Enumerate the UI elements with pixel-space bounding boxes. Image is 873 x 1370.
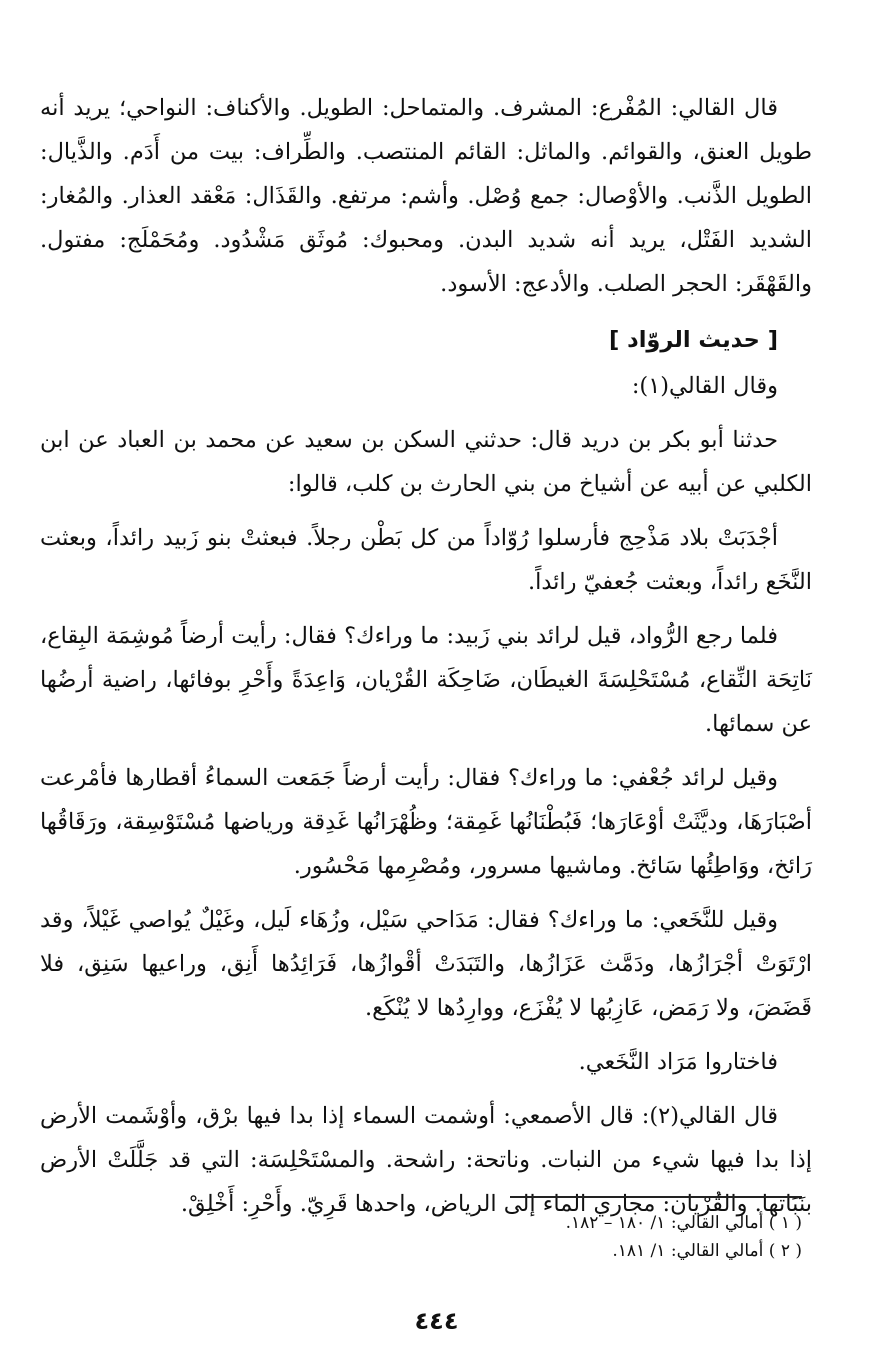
section-heading: [ حديث الروّاد ] xyxy=(609,327,778,353)
zubayd-scout-paragraph: فلما رجع الرُّواد، قيل لرائد بني زَبيد: ما وراءك؟ فقال: رأيت أرضاً مُوشِمَة البِقاع، نَاتِحَة النِّقاع، مُسْتَحْلِسَةَ الغيطَان، ضَاحِكَة القُرْيان، وَاعِدَةً وأَحْرِ بوفائها، راضية أرضُها عن سمائها. xyxy=(40,623,812,737)
page-number: ٤٤٤ xyxy=(414,1307,459,1335)
gloss-paragraph-2: قال القالي(٢): قال الأصمعي: أوشمت السماء إذا بدا فيها برْق، وأوْشَمت الأرض إذا بدا فيها شيء من النبات. وناتحة: راشحة. والمسْتَحْلِسَة: التي قد جَلَّلَتْ الأرض بنَبَاتها. والقُرْيان: مجاري الماء إلى الرياض، واحدها قَرِيّ. وأَحْرِ: أَخْلِقْ. xyxy=(40,1103,812,1217)
footnote-2: ( ٢ ) أمالي القالي: ١/ ١٨١. xyxy=(612,1241,802,1261)
drought-paragraph: أجْدَبَتْ بلاد مَذْحِج فأرسلوا رُوّاداً من كل بَطْن رجلاً. فبعثتْ بنو زَبيد رائداً، وبعثت النَّخَع رائداً، وبعثت جُعفيّ رائداً. xyxy=(40,525,812,595)
choice-paragraph: فاختاروا مَرَاد النَّخَعي. xyxy=(578,1049,778,1075)
isnad-paragraph: حدثنا أبو بكر بن دريد قال: حدثني السكن بن سعيد عن محمد بن العباد عن ابن الكلبي عن أبيه عن أشياخ من بني الحارث بن كلب، قالوا: xyxy=(40,427,812,497)
footnote-separator xyxy=(510,1196,802,1198)
gloss-paragraph-1: قال القالي: المُفْرع: المشرف. والمتماحل: الطويل. والأكناف: النواحي؛ يريد أنه طويل العنق، والقوائم. والماثل: القائم المنتصب. والطِّراف: بيت من أَدَم. والذَّيال: الطويل الذَّنب. والأوْصال: جمع وُصْل. وأشم: مرتفع. والقَذَال: مَعْقد العذار. والمُغار: الشديد الفَتْل، يريد أنه شديد البدن. ومحبوك: مُوثَق مَشْدُود. ومُحَمْلَج: مفتول. والقَهْقَر: الحجر الصلب. والأدعج: الأسود. xyxy=(40,95,812,297)
intro-line: وقال القالي(١): xyxy=(631,373,778,399)
footnotes xyxy=(302,1209,802,1265)
jufi-scout-paragraph: وقيل لرائد جُعْفي: ما وراءك؟ فقال: رأيت أرضاً جَمَعت السماءُ أقطارها فأمْرعت أصْبَارَهَا، وديَّثَتْ أوْعَارَها؛ فَبُطْنَانُها غَمِقة؛ وظُهْرَانُها غَدِقة ورياضها مُسْتَوْسِقة، ورَقَاقُها رَائخ، ووَاطِئُها سَائخ. وماشيها مسرور، ومُصْرِمها مَحْسُور. xyxy=(40,765,812,879)
nakha-scout-paragraph: وقيل للنَّخَعي: ما وراءك؟ فقال: مَدَاحي سَيْل، وزُهَاء لَيل، وغَيْلٌ يُواصي غَيْلاً، وقد ارْتَوَتْ أجْرَازُها، ودَمَّث عَزَازُها، والتَبَدَتْ أقْوازُها، فَرَائِدُها أَنِق، وراعيها سَنِق، فلا قَضَضَ، ولا رَمَض، عَازِبُها لا يُفْزَع، ووارِدُها لا يُنْكَع. xyxy=(40,907,812,1021)
page-body xyxy=(40,86,812,1236)
footnote-1: ( ١ ) أمالي القالي: ١/ ١٨٠ – ١٨٢. xyxy=(565,1213,802,1233)
